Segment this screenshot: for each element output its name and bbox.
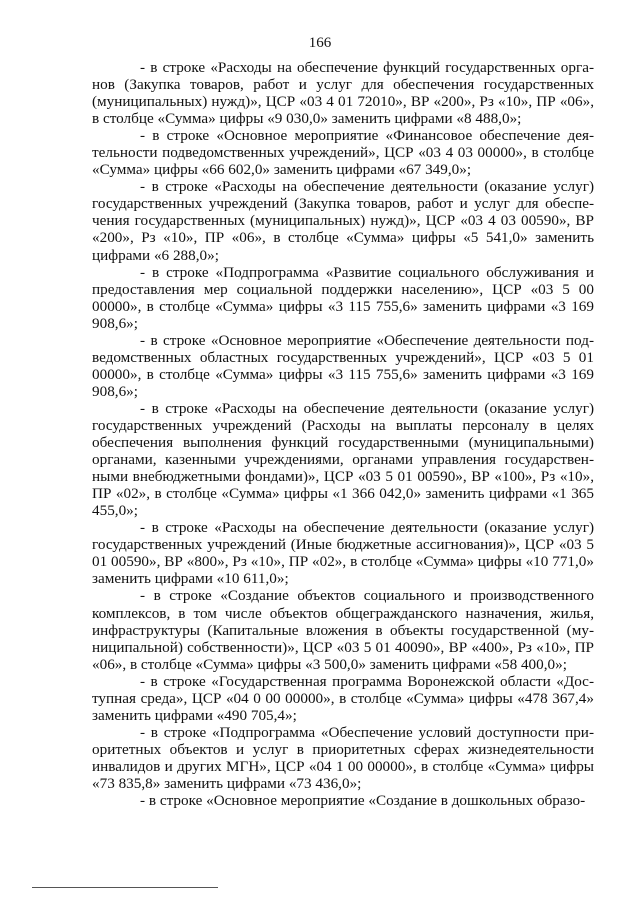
amendment-paragraph: - в строке «Расходы на обеспечение деятельности (оказание услуг) государственных учреждений (Закупка товаров, работ и услуг для обеспечения государственных (муниципальных) нужд)», ЦСР «03 4 03 00590», ВР «200», Рз «10», ПР «06», в столбце «Сумма» цифры «5 541,0» заменить цифрами «6 288,0»;: [92, 178, 594, 264]
amendment-paragraph: - в строке «Подпрограмма «Обеспечение условий доступности приоритетных объектов и услуг в приоритетных сферах жизнедеятельности инвалидов и других МГН», ЦСР «04 1 00 00000», в столбце «Сумма» цифры «73 835,8» заменить цифрами «73 436,0»;: [92, 723, 594, 792]
amendment-paragraph: - в строке «Расходы на обеспечение функций государственных органов (Закупка товаров, работ и услуг для обеспечения государственных (муниципальных) нужд)», ЦСР «03 4 01 72010», ВР «200», Рз «10», ПР «06», в столбце «Сумма» цифры «9 030,0» заменить цифрами «8 488,0»;: [92, 59, 594, 128]
page-number: 166: [308, 35, 332, 51]
amendment-paragraph: - в строке «Расходы на обеспечение деятельности (оказание услуг) государственных учреждений (Иные бюджетные ассигнования)», ЦСР «03 5 01 00590», ВР «800», Рз «10», ПР «02», в столбце «Сумма» цифры «10 771,0» заменить цифрами «10 611,0»;: [92, 519, 594, 588]
amendment-paragraph: - в строке «Основное мероприятие «Финансовое обеспечение деятельности подведомственных учреждений», ЦСР «03 4 03 00000», в столбце «Сумма» цифры «66 602,0» заменить цифрами «67 349,0»;: [92, 127, 594, 179]
amendment-paragraph: - в строке «Расходы на обеспечение деятельности (оказание услуг) государственных учреждений (Расходы на выплаты персоналу в целях обеспечения выполнения функций государственными (муниципальными) органами, казенными учреждениями, органами управления государственными внебюджетными фондами)», ЦСР «03 5 01 00590», ВР «100», Рз «10», ПР «02», в столбце «Сумма» цифры «1 366 042,0» заменить цифрами «1 365 455,0»;: [92, 399, 594, 520]
amendment-paragraph: - в строке «Создание объектов социального и производственного комплексов, в том числе объектов общегражданского назначения, жилья, инфраструктуры (Капитальные вложения в объекты государственной (муниципальной) собственности)», ЦСР «03 5 01 40090», ВР «400», Рз «10», ПР «06», в столбце «Сумма» цифры «3 500,0» заменить цифрами «58 400,0»;: [92, 587, 594, 673]
footer-divider: [32, 887, 218, 888]
amendment-paragraph: - в строке «Государственная программа Воронежской области «Доступная среда», ЦСР «04 0 00 00000», в столбце «Сумма» цифры «478 367,4» заменить цифрами «490 705,4»;: [92, 672, 594, 724]
amendment-paragraph: - в строке «Основное мероприятие «Обеспечение деятельности подведомственных областных государственных учреждений», ЦСР «03 5 01 00000», в столбце «Сумма» цифры «3 115 755,6» заменить цифрами «3 169 908,6»;: [92, 331, 594, 400]
amendment-paragraph: - в строке «Основное мероприятие «Создание в дошкольных образо-: [140, 792, 586, 810]
document-body: [92, 59, 594, 809]
amendment-paragraph: - в строке «Подпрограмма «Развитие социального обслуживания и предоставления мер социальной поддержки населению», ЦСР «03 5 00 00000», в столбце «Сумма» цифры «3 115 755,6» заменить цифрами «3 169 908,6»;: [92, 263, 594, 332]
